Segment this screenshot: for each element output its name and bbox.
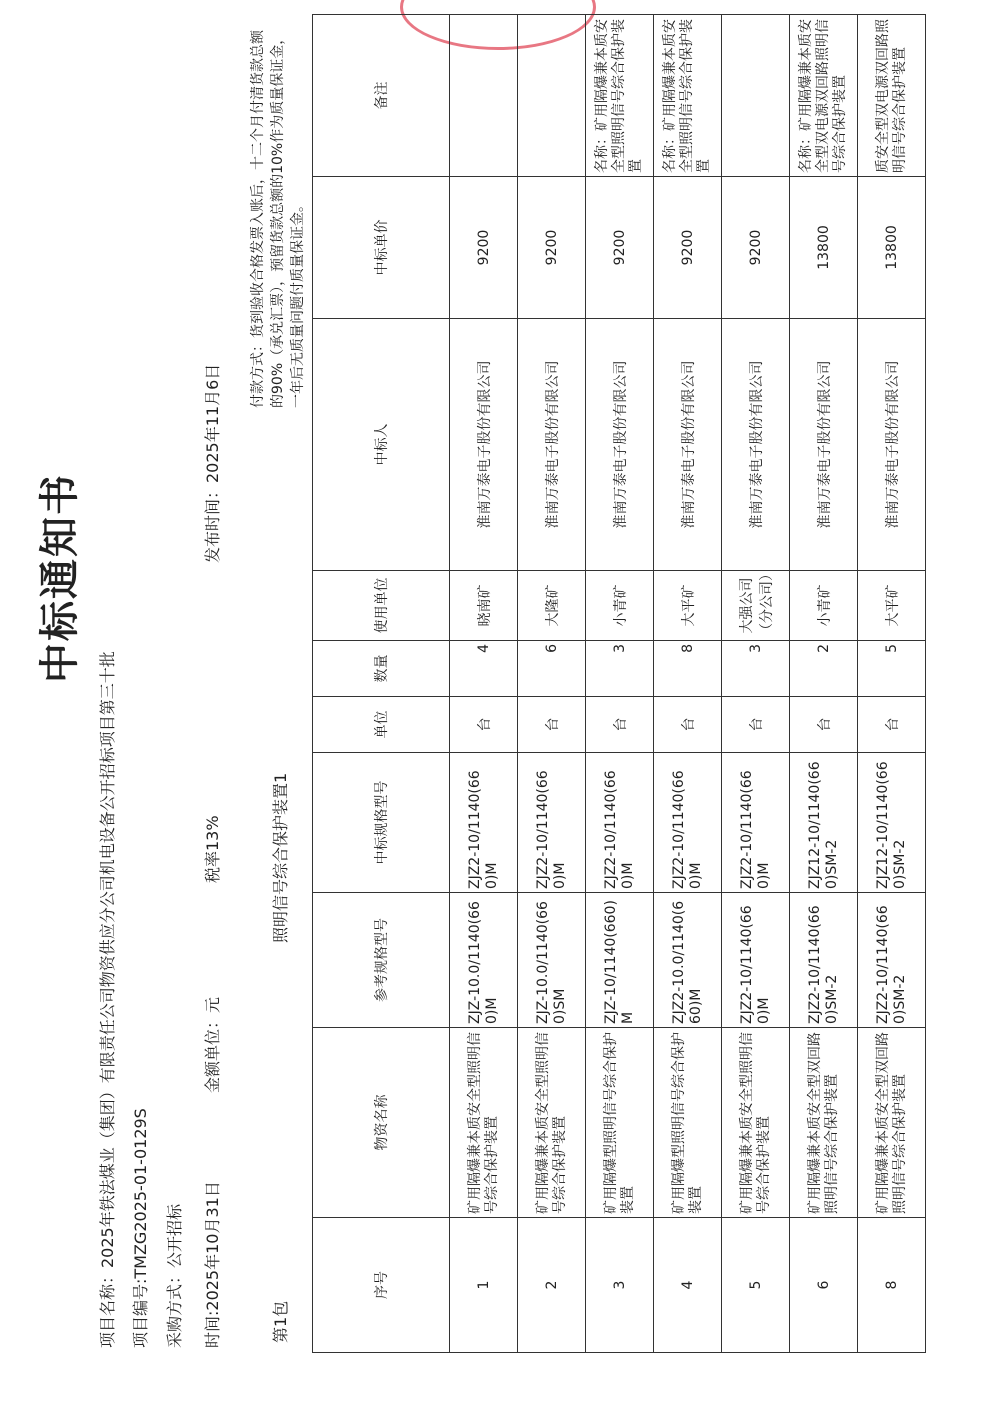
table-row [586, 15, 654, 1353]
table-row [654, 15, 722, 1353]
cell-winner: 淮南万泰电子股份有限公司 [654, 319, 722, 571]
cell-unit: 台 [722, 697, 790, 753]
cell-remark: 名称：矿用隔爆兼本质安全型照明信号综合保护装置 [654, 15, 722, 177]
cell-index: 5 [722, 1218, 790, 1353]
cell-quantity: 5 [858, 641, 926, 697]
header-winner: 中标人 [313, 319, 450, 571]
cell-unit-price: 9200 [654, 177, 722, 319]
cell-item-name: 矿用隔爆兼本质安全型双回路照明信号综合保护装置 [858, 1028, 926, 1218]
cell-index: 2 [518, 1218, 586, 1353]
cell-user-unit: 大隆矿 [518, 571, 586, 641]
table-header-row [313, 15, 450, 1353]
cell-item-name: 矿用隔爆型照明信号综合保护装置 [654, 1028, 722, 1218]
cell-ref-spec: ZJZ2-10.0/1140(660)M [654, 893, 722, 1028]
cell-unit-price: 9200 [518, 177, 586, 319]
cell-unit: 台 [654, 697, 722, 753]
cell-item-name: 矿用隔爆型照明信号综合保护装置 [586, 1028, 654, 1218]
cell-ref-spec: ZJZ2-10/1140(660)M [722, 893, 790, 1028]
package-label: 第1包 [271, 1300, 290, 1343]
cell-unit: 台 [450, 697, 518, 753]
package-name: 照明信号综合保护装置1 [271, 772, 290, 943]
cell-winner: 淮南万泰电子股份有限公司 [858, 319, 926, 571]
cell-ref-spec: ZJZ-10.0/1140(660)SM [518, 893, 586, 1028]
cell-index: 4 [654, 1218, 722, 1353]
cell-user-unit: 晓南矿 [450, 571, 518, 641]
cell-ref-spec: ZJZ-10.0/1140(660)M [450, 893, 518, 1028]
cell-winner: 淮南万泰电子股份有限公司 [790, 319, 858, 571]
cell-ref-spec: ZJZ-10/1140(660)M [586, 893, 654, 1028]
project-name: 项目名称：2025年铁法煤业（集团）有限责任公司物资供应分公司机电设备公开招标项目第三十批 [98, 651, 117, 1348]
cell-winner: 淮南万泰电子股份有限公司 [518, 319, 586, 571]
table-body [450, 15, 926, 1353]
cell-ref-spec: ZJZ2-10/1140(660)SM-2 [858, 893, 926, 1028]
header-remark: 备注 [313, 15, 450, 177]
cell-remark: 名称：矿用隔爆兼本质安全型照明信号综合保护装置 [586, 15, 654, 177]
procurement-method: 采购方式：公开招标 [165, 1203, 184, 1348]
cell-quantity: 2 [790, 641, 858, 697]
table-row [790, 15, 858, 1353]
cell-bid-spec: ZJZ12-10/1140(660)SM-2 [790, 753, 858, 893]
tax-rate: 税率13% [203, 815, 222, 883]
header-unit-price: 中标单价 [313, 177, 450, 319]
cell-user-unit: 小青矿 [790, 571, 858, 641]
header-user-unit: 使用单位 [313, 571, 450, 641]
publish-time: 发布时间：2025年11月6日 [203, 363, 222, 563]
cell-index: 1 [450, 1218, 518, 1353]
cell-user-unit: 大平矿 [654, 571, 722, 641]
cell-unit-price: 9200 [722, 177, 790, 319]
cell-unit: 台 [586, 697, 654, 753]
cell-bid-spec: ZJZ2-10/1140(660)M [654, 753, 722, 893]
cell-quantity: 3 [586, 641, 654, 697]
page-title: 中标通知书 [37, 473, 83, 683]
table-row [518, 15, 586, 1353]
cell-unit-price: 9200 [586, 177, 654, 319]
cell-item-name: 矿用隔爆兼本质安全型照明信号综合保护装置 [450, 1028, 518, 1218]
table-row [858, 15, 926, 1353]
table-row [722, 15, 790, 1353]
cell-item-name: 矿用隔爆兼本质安全型照明信号综合保护装置 [518, 1028, 586, 1218]
cell-bid-spec: ZJZ12-10/1140(660)SM-2 [858, 753, 926, 893]
payment-terms: 付款方式：货到验收合格发票入账后，十二个月付清货款总额的90%（承兑汇票），预留货款总额的10%作为质量保证金，一年后无质量问题付质量保证金。 [250, 30, 306, 408]
cell-index: 8 [858, 1218, 926, 1353]
cell-quantity: 8 [654, 641, 722, 697]
cell-index: 3 [586, 1218, 654, 1353]
cell-remark: 质安全型双电源双回路照明信号综合保护装置 [858, 15, 926, 177]
amount-unit: 金额单位：元 [203, 996, 222, 1093]
cell-unit: 台 [518, 697, 586, 753]
cell-quantity: 4 [450, 641, 518, 697]
cell-unit-price: 13800 [790, 177, 858, 319]
notice-time: 时间:2025年10月31日 [203, 1181, 222, 1348]
project-number: 项目编号:TMZG2025-01-0129S [131, 1108, 150, 1348]
header-index: 序号 [313, 1218, 450, 1353]
cell-item-name: 矿用隔爆兼本质安全型照明信号综合保护装置 [722, 1028, 790, 1218]
cell-unit-price: 13800 [858, 177, 926, 319]
cell-unit: 台 [790, 697, 858, 753]
cell-item-name: 矿用隔爆兼本质安全型双回路照明信号综合保护装置 [790, 1028, 858, 1218]
cell-remark: 名称：矿用隔爆兼本质安全型双电源双回路照明信号综合保护装置 [790, 15, 858, 177]
cell-winner: 淮南万泰电子股份有限公司 [450, 319, 518, 571]
cell-bid-spec: ZJZ2-10/1140(660)M [450, 753, 518, 893]
cell-index: 6 [790, 1218, 858, 1353]
cell-quantity: 3 [722, 641, 790, 697]
table-row [450, 15, 518, 1353]
cell-user-unit: 大平矿 [858, 571, 926, 641]
header-bid-spec: 中标规格型号 [313, 753, 450, 893]
cell-user-unit: 大强公司（分公司） [722, 571, 790, 641]
cell-bid-spec: ZJZ2-10/1140(660)M [722, 753, 790, 893]
header-ref-spec: 参考规格型号 [313, 893, 450, 1028]
cell-user-unit: 小青矿 [586, 571, 654, 641]
cell-remark [518, 15, 586, 177]
cell-bid-spec: ZJZ2-10/1140(660)M [586, 753, 654, 893]
header-quantity: 数量 [313, 641, 450, 697]
cell-unit-price: 9200 [450, 177, 518, 319]
header-unit: 单位 [313, 697, 450, 753]
cell-winner: 淮南万泰电子股份有限公司 [586, 319, 654, 571]
cell-bid-spec: ZJZ2-10/1140(660)M [518, 753, 586, 893]
cell-quantity: 6 [518, 641, 586, 697]
cell-unit: 台 [858, 697, 926, 753]
cell-ref-spec: ZJZ2-10/1140(660)SM-2 [790, 893, 858, 1028]
cell-remark [722, 15, 790, 177]
cell-remark [450, 15, 518, 177]
bid-table [312, 14, 926, 1353]
cell-winner: 淮南万泰电子股份有限公司 [722, 319, 790, 571]
header-item-name: 物资名称 [313, 1028, 450, 1218]
